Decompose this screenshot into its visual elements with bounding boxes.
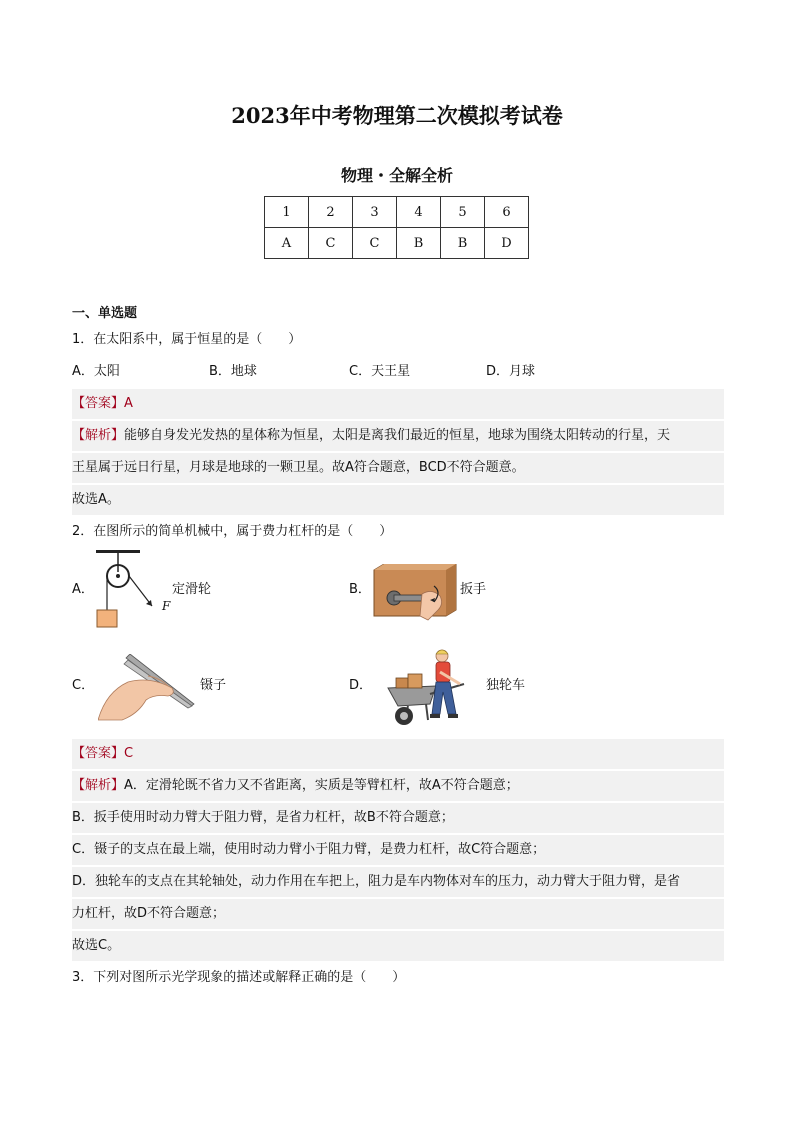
q2-stem: 2．在图所示的简单机械中，属于费力杠杆的是（ ） (72, 524, 393, 539)
table-cell: 4 (397, 197, 441, 228)
table-cell: B (397, 228, 441, 259)
force-label: F (162, 599, 171, 613)
q2-option-d-letter: D． (349, 678, 373, 693)
q2-analysis-line1 (72, 771, 724, 801)
q1-option-c: C．天王星 (349, 364, 411, 379)
q1-analysis-line1 (72, 421, 724, 451)
table-cell: 5 (441, 197, 485, 228)
q2-analysis-line5: 力杠杆，故D不符合题意； (72, 899, 724, 929)
wrench-image (372, 564, 458, 622)
q1-option-a: A．太阳 (72, 364, 120, 379)
table-cell: 1 (265, 197, 309, 228)
analysis-label: 【解析】 (72, 778, 125, 793)
q2-analysis-line3: C．镊子的支点在最上端，使用时动力臂小于阻力臂，是费力杠杆，故C符合题意； (72, 835, 724, 865)
section-heading: 一、单选题 (72, 306, 138, 321)
page-subtitle: 物理・全解全析 (340, 166, 453, 185)
fixed-pulley-image (96, 550, 176, 632)
q1-conclusion: 故选A。 (72, 485, 724, 515)
q1-answer (72, 389, 724, 419)
answer-table (264, 196, 529, 259)
answer-label: 【答案】 (72, 396, 125, 411)
table-cell: 6 (485, 197, 529, 228)
q2-option-c-letter: C． (72, 678, 95, 693)
table-cell: 2 (309, 197, 353, 228)
q2-option-a-label: 定滑轮 (172, 582, 212, 597)
q1-stem: 1．在太阳系中，属于恒星的是（ ） (72, 332, 302, 347)
q2-analysis-line4: D．独轮车的支点在其轮轴处，动力作用在车把上，阻力是车内物体对车的压力，动力臂大于阻力臂，是省 (72, 867, 724, 897)
answer-table-number-row (265, 197, 529, 228)
table-cell: C (309, 228, 353, 259)
q1-option-d: D．月球 (486, 364, 536, 379)
q2-answer (72, 739, 724, 769)
analysis-text: A．定滑轮既不省力又不省距离，实质是等臂杠杆，故A不符合题意； (124, 778, 519, 793)
q2-conclusion: 故选C。 (72, 931, 724, 961)
answer-label: 【答案】 (72, 746, 125, 761)
q2-option-b-letter: B． (349, 582, 371, 597)
q1-analysis-line2: 王星属于远日行星，月球是地球的一颗卫星。故A符合题意，BCD不符合题意。 (72, 453, 724, 483)
q2-option-b-label: 扳手 (460, 582, 487, 597)
analysis-text: 能够自身发光发热的星体称为恒星，太阳是离我们最近的恒星，地球为围绕太阳转动的行星，天 (124, 428, 671, 443)
table-cell: A (265, 228, 309, 259)
table-cell: C (353, 228, 397, 259)
wheelbarrow-image (386, 648, 472, 726)
answer-table-answer-row (265, 228, 529, 259)
q2-option-d-label: 独轮车 (486, 678, 526, 693)
q2-option-c-label: 镊子 (200, 678, 227, 693)
tweezers-image (98, 654, 196, 722)
table-cell: D (485, 228, 529, 259)
q3-stem: 3．下列对图所示光学现象的描述或解释正确的是（ ） (72, 970, 406, 985)
page-title: 2023年中考物理第二次模拟考试卷 (231, 103, 563, 128)
q2-option-a-letter: A． (72, 582, 94, 597)
answer-value: A (124, 396, 133, 411)
analysis-label: 【解析】 (72, 428, 125, 443)
q1-option-b: B．地球 (209, 364, 257, 379)
table-cell: B (441, 228, 485, 259)
q2-analysis-line2: B．扳手使用时动力臂大于阻力臂，是省力杠杆，故B不符合题意； (72, 803, 724, 833)
answer-value: C (124, 746, 134, 761)
table-cell: 3 (353, 197, 397, 228)
